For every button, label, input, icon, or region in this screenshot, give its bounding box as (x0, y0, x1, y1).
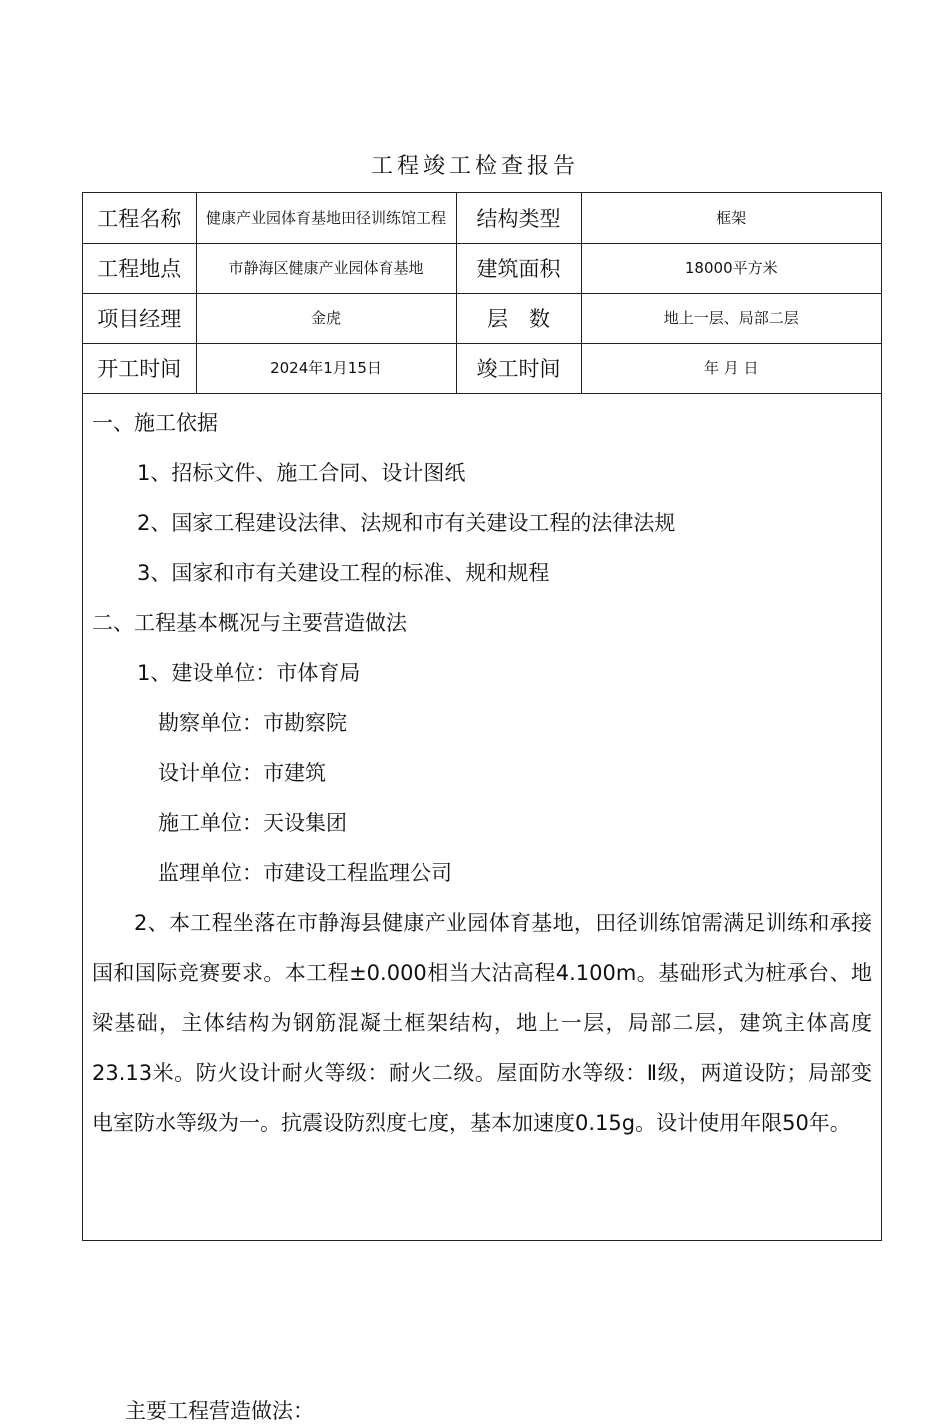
methods-heading: 主要工程营造做法： (125, 1399, 314, 1423)
project-manager-label: 项目经理 (83, 293, 196, 343)
floors-value: 地上一层、局部二层 (581, 293, 881, 343)
supervision-unit: 监理单位：市建设工程监理公司 (158, 861, 452, 885)
basis-item: 1、招标文件、施工合同、设计图纸 (137, 461, 466, 485)
start-date-value: 2024年1月15日 (196, 343, 456, 393)
project-manager-value: 金虎 (196, 293, 456, 343)
project-name-label: 工程名称 (83, 193, 196, 243)
completion-date-value: 年 月 日 (581, 343, 881, 393)
building-area-value: 18000平方米 (581, 243, 881, 293)
overview-heading: 二、工程基本概况与主要营造做法 (92, 611, 407, 635)
basis-item: 2、国家工程建设法律、法规和市有关建设工程的法律法规 (137, 511, 676, 535)
project-location-label: 工程地点 (83, 243, 196, 293)
basis-heading: 一、施工依据 (92, 411, 218, 435)
design-unit: 设计单位：市建筑 (158, 761, 326, 785)
contractor-unit: 施工单位：天设集团 (158, 811, 347, 835)
project-location-value: 市静海区健康产业园体育基地 (196, 243, 456, 293)
structure-type-label: 结构类型 (456, 193, 581, 243)
survey-unit: 勘察单位：市勘察院 (158, 711, 347, 735)
table-row (83, 343, 881, 393)
project-description: 2、本工程坐落在市静海县健康产业园体育基地，田径训练馆需满足训练和承接国和国际竞赛要求。本工程±0.000相当大沽高程4.100m。基础形式为桩承台、地梁基础，主体结构为钢筋混凝土框架结构，地上一层，局部二层，建筑主体高度23.13米。防火设计耐火等级：耐火二级。屋面防水等级：Ⅱ级，两道设防；局部变电室防水等级为一。抗震设防烈度七度，基本加速度0.15g。设计使用年限50年。 (92, 911, 872, 1135)
project-name-value: 健康产业园体育基地田径训练馆工程 (196, 193, 456, 243)
report-frame (82, 192, 882, 1423)
document-title: 工程竣工检查报告 (370, 154, 579, 179)
completion-date-label: 竣工时间 (456, 343, 581, 393)
start-date-label: 开工时间 (83, 343, 196, 393)
building-area-label: 建筑面积 (456, 243, 581, 293)
project-info-table (83, 193, 881, 394)
floors-label: 层 数 (456, 293, 581, 343)
structure-type-value: 框架 (581, 193, 881, 243)
basis-item: 3、国家和市有关建设工程的标准、规和规程 (137, 561, 550, 585)
table-row (83, 193, 881, 243)
table-row (83, 243, 881, 293)
table-row (83, 293, 881, 343)
construction-unit: 1、建设单位：市体育局 (137, 661, 361, 685)
